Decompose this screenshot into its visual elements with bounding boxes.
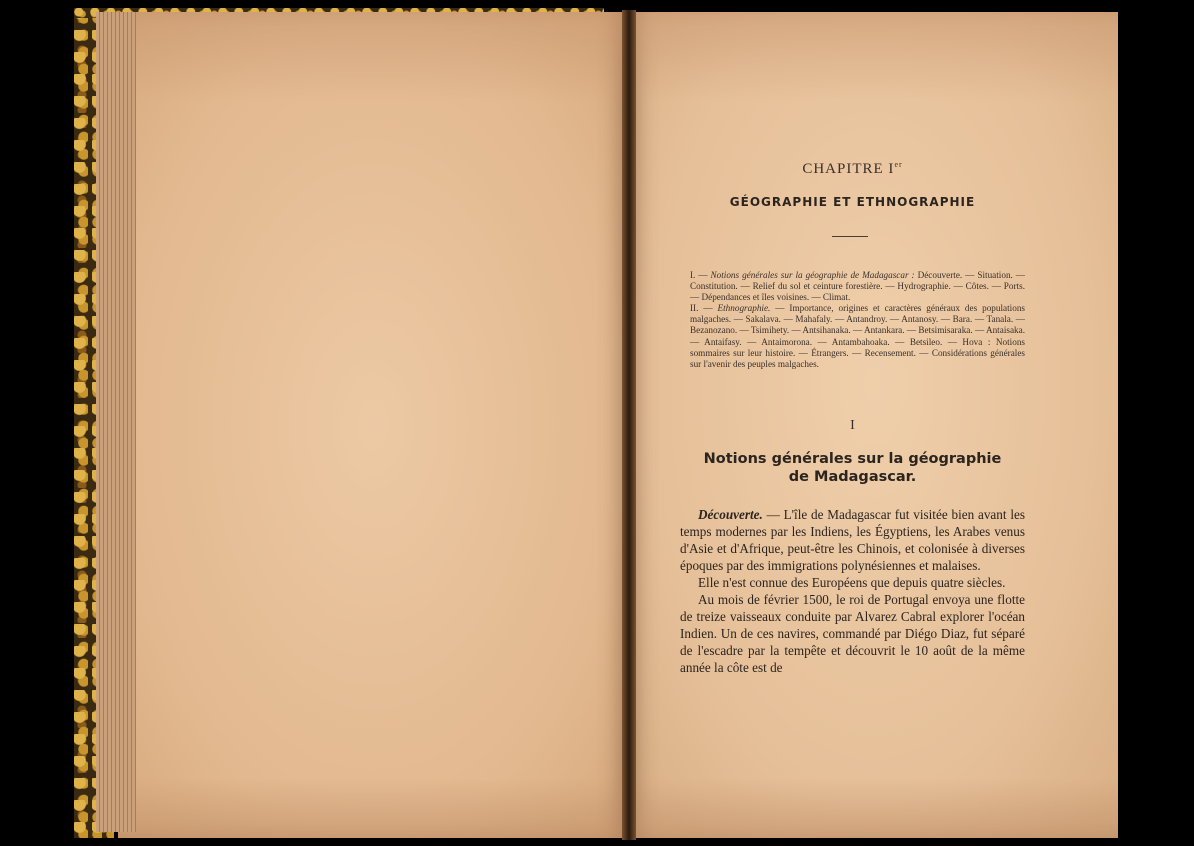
paragraph-2: Elle n'est connue des Européens que depuis quatre siècles. [698, 575, 1006, 590]
paragraph-1-lead: Découverte. [698, 507, 763, 522]
summary-part-2 [690, 303, 1025, 370]
left-page-blank [118, 12, 628, 838]
chapter-summary [690, 270, 1025, 370]
section-title-line-1: Notions générales sur la géographie [703, 451, 1002, 467]
summary-part-2-text: — Importance, origines et caractères généraux des populations malgaches. — Sakalava. — Mahafaly. — Antandroy. — Antanosy. — Bara. — Tanala. — Bezanozano. — Tsimihety. — Antsihanaka. — Antankara. — Betsimisaraka. — Antaisaka. — Antaifasy. — Antaimorona. — Antambahoaka. — Betsileo. — Hova : Notions sommaires sur leur histoire. — Étrangers. — Recensement. — Considérations générales sur l'avenir des peuples malgaches. [690, 303, 1025, 369]
summary-part-1 [690, 270, 1025, 303]
summary-part-1-label: I. — [690, 270, 711, 280]
body-text [680, 506, 1025, 676]
book-gutter [622, 10, 636, 840]
water-stain-bottom [118, 778, 628, 838]
water-stain-bottom-right [628, 778, 1118, 838]
summary-part-2-label: II. — [690, 303, 718, 314]
page-edges [96, 12, 136, 832]
paragraph-3: Au mois de février 1500, le roi de Portugal envoya une flotte de treize vaisseaux conduite par Alvarez Cabral explorer l'océan Indien. Un de ces navires, commandé par Diégo Diaz, fut séparé de l'escadre par la tempête et découvrit le 10 août de la même année la côte est de [680, 592, 1025, 675]
section-number: I [850, 418, 855, 433]
chapter-label-sup: er [894, 160, 903, 169]
divider-rule [832, 236, 868, 237]
water-stain-top [118, 12, 628, 102]
paragraph-1-text: — L'île de Madagascar fut visitée bien avant les temps modernes par les Indiens, les Égyptiens, les Arabes venus d'Asie et d'Afrique, peut-être les Chinois, et colonisée à diverses époques par des immigrations polynésiennes et malaises. [680, 507, 1025, 573]
section-title-line-2: de Madagascar. [788, 469, 917, 485]
chapter-heading [680, 160, 1025, 178]
summary-part-1-text: Découverte. — Situation. — Constitution. — Relief du sol et ceinture forestière. — Hydrographie. — Côtes. — Ports. — Dépendances et îles voisines. — Climat. [690, 270, 1025, 303]
chapter-title: GÉOGRAPHIE ET ETHNOGRAPHIE [729, 195, 976, 209]
summary-part-1-title: Notions générales sur la géographie de Madagascar : [710, 270, 915, 280]
water-stain-top-right [628, 12, 1118, 102]
summary-part-2-title: Ethnographie. [717, 303, 771, 314]
chapter-label: CHAPITRE I [802, 161, 895, 177]
paragraph-1 [680, 506, 1025, 574]
section-title [680, 450, 1025, 486]
